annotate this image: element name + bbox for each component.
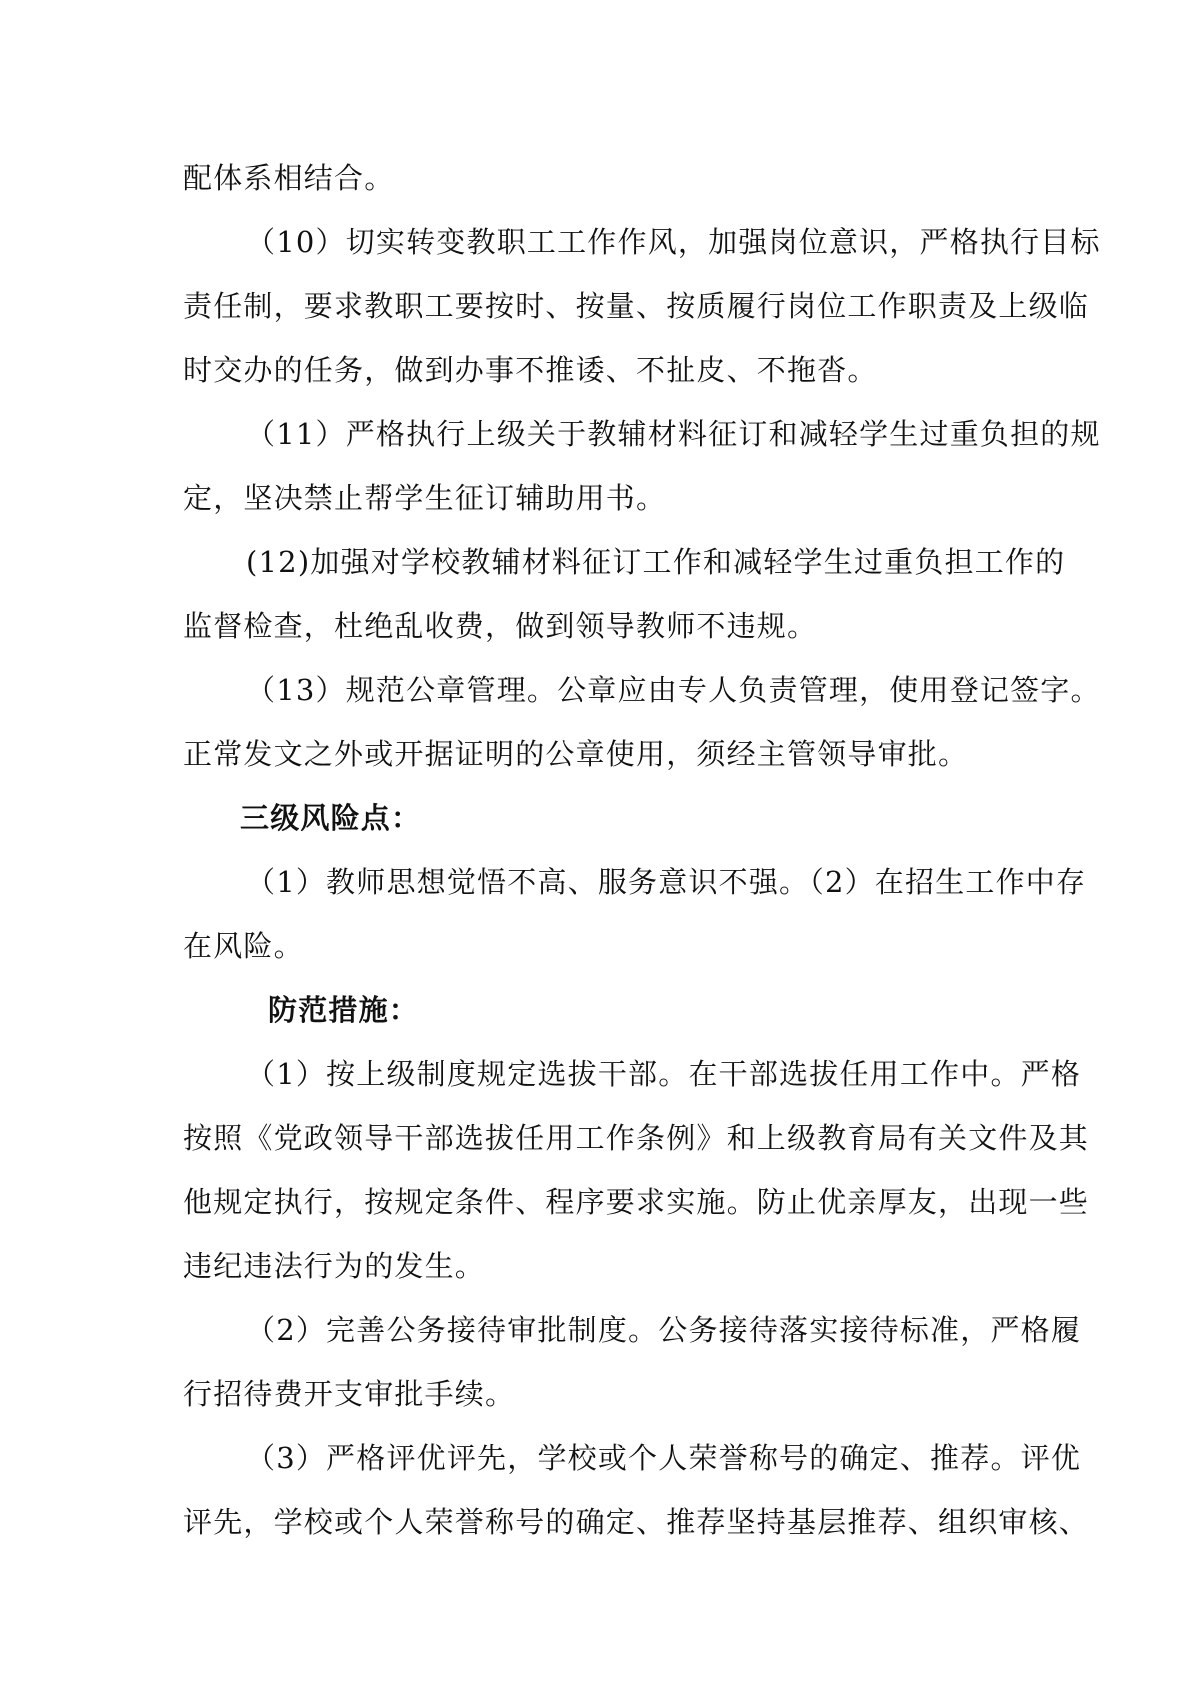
text-line-6: 定，坚决禁止帮学生征订辅助用书。 <box>183 481 667 515</box>
text-line-1: 配体系相结合。 <box>183 161 395 195</box>
text-line-12: （1）教师思想觉悟不高、服务意识不强。（2）在招生工作中存 <box>246 865 1087 899</box>
text-line-16: 按照《党政领导干部选拔任用工作条例》和上级教育局有关文件及其 <box>183 1121 1090 1155</box>
text-line-21: （3）严格评优评先，学校或个人荣誉称号的确定、推荐。评优 <box>246 1441 1082 1475</box>
text-line-22: 评先，学校或个人荣誉称号的确定、推荐坚持基层推荐、组织审核、 <box>183 1505 1090 1539</box>
text-line-4: 时交办的任务，做到办事不推诿、不扯皮、不拖沓。 <box>183 353 878 387</box>
text-line-13: 在风险。 <box>183 929 304 963</box>
text-line-2: （10）切实转变教职工工作作风，加强岗位意识，严格执行目标 <box>246 225 1101 259</box>
text-line-18: 违纪违法行为的发生。 <box>183 1249 486 1283</box>
text-line-5: （11）严格执行上级关于教辅材料征订和减轻学生过重负担的规 <box>246 417 1101 451</box>
text-line-15: （1）按上级制度规定选拔干部。在干部选拔任用工作中。严格 <box>246 1057 1082 1091</box>
section-heading-risk-points: 三级风险点： <box>240 801 422 835</box>
text-line-10: 正常发文之外或开据证明的公章使用，须经主管领导审批。 <box>183 737 969 771</box>
text-line-19: （2）完善公务接待审批制度。公务接待落实接待标准，严格履 <box>246 1313 1082 1347</box>
text-line-17: 他规定执行，按规定条件、程序要求实施。防止优亲厚友，出现一些 <box>183 1185 1090 1219</box>
text-line-20: 行招待费开支审批手续。 <box>183 1377 516 1411</box>
text-line-7: (12)加强对学校教辅材料征订工作和减轻学生过重负担工作的 <box>246 545 1066 579</box>
section-heading-prevention-measures: 防范措施： <box>268 993 420 1027</box>
text-line-3: 责任制，要求教职工要按时、按量、按质履行岗位工作职责及上级临 <box>183 289 1090 323</box>
text-line-8: 监督检查，杜绝乱收费，做到领导教师不违规。 <box>183 609 818 643</box>
text-line-9: （13）规范公章管理。公章应由专人负责管理，使用登记签字。 <box>246 673 1101 707</box>
